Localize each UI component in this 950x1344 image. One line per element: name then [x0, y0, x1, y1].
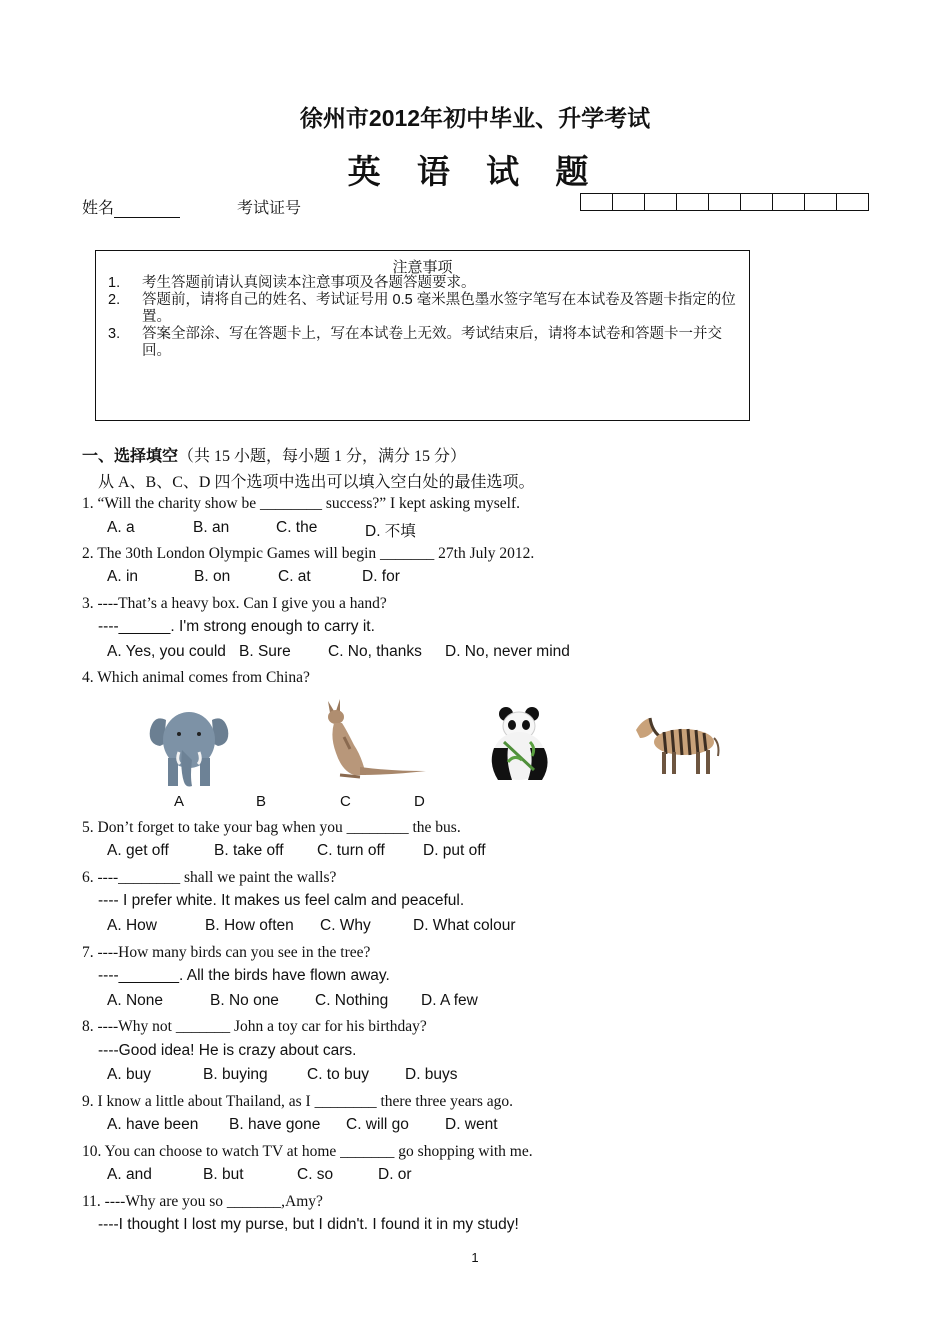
q5-option-c[interactable]: C. turn off	[317, 842, 385, 859]
q9-option-d[interactable]: D. went	[445, 1116, 498, 1133]
q3-option-d[interactable]: D. No, never mind	[445, 643, 570, 660]
q1-option-c[interactable]: C. the	[276, 519, 318, 536]
q6-option-b[interactable]: B. How often	[205, 917, 294, 934]
section-title: 一、选择填空	[82, 448, 179, 465]
question-8-stem: 8. ----Why not _______ John a toy car for his birthday?	[82, 1018, 427, 1035]
q2-option-d[interactable]: D. for	[362, 568, 400, 585]
id-digit-box[interactable]	[645, 194, 677, 210]
page-number: 1	[471, 1250, 479, 1265]
q10-option-d[interactable]: D. or	[378, 1166, 412, 1183]
q7-option-b[interactable]: B. No one	[210, 992, 279, 1009]
id-digit-box[interactable]	[581, 194, 613, 210]
q7-option-a[interactable]: A. None	[107, 992, 164, 1009]
q6-option-d[interactable]: D. What colour	[413, 917, 516, 934]
q1-option-d[interactable]: D. 不填	[365, 523, 416, 540]
q2-option-b[interactable]: B. on	[194, 568, 231, 585]
question-4-stem: 4. Which animal comes from China?	[82, 669, 310, 686]
subject-title: 英 语 试 题	[347, 155, 603, 191]
q10-option-b[interactable]: B. but	[203, 1166, 244, 1183]
name-field[interactable]	[82, 195, 180, 218]
question-6-line2: ---- I prefer white. It makes us feel calm and peaceful.	[98, 892, 465, 909]
id-digit-box[interactable]	[741, 194, 773, 210]
id-digit-box[interactable]	[805, 194, 837, 210]
q3-option-b[interactable]: B. Sure	[239, 643, 291, 660]
q8-option-a[interactable]: A. buy	[107, 1066, 151, 1083]
name-label: 姓名	[82, 200, 115, 217]
q2-option-a[interactable]: A. in	[107, 568, 139, 585]
question-11-line2: ----I thought I lost my purse, but I didn't. I found it in my study!	[98, 1216, 519, 1233]
q1-option-b[interactable]: B. an	[193, 519, 230, 536]
question-10-stem: 10. You can choose to watch TV at home _______ go shopping with me.	[82, 1143, 533, 1160]
q5-option-b[interactable]: B. take off	[214, 842, 284, 859]
question-3-line2: ----______. I'm strong enough to carry it.	[98, 618, 375, 635]
exam-title: 徐州市2012年初中毕业、升学考试	[299, 105, 651, 131]
id-digit-box[interactable]	[677, 194, 709, 210]
q10-option-c[interactable]: C. so	[297, 1166, 334, 1183]
q10-option-a[interactable]: A. and	[107, 1166, 152, 1183]
q2-option-c[interactable]: C. at	[278, 568, 311, 585]
q8-option-b[interactable]: B. buying	[203, 1066, 268, 1083]
q4-option-a[interactable]: A	[174, 793, 185, 810]
q9-option-b[interactable]: B. have gone	[229, 1116, 321, 1133]
q5-option-a[interactable]: A. get off	[107, 842, 169, 859]
exam-id-boxes[interactable]	[580, 193, 869, 211]
q9-option-a[interactable]: A. have been	[107, 1116, 199, 1133]
kangaroo-image	[320, 697, 430, 781]
id-digit-box[interactable]	[709, 194, 741, 210]
id-digit-box[interactable]	[837, 194, 868, 210]
notice-box: 注意事项 1. 考生答题前请认真阅读本注意事项及各题答题要求。 2. 答题前，请将自己的姓名、考试证号用 0.5 毫米黑色墨水签字笔写在本试卷及答题卡指定的位置。 3. 答案全部涂、写在答题卡上，写在本试卷上无效。考试结束后，请将本试卷和答题卡一并交回。	[95, 250, 750, 421]
q6-option-a[interactable]: A. How	[107, 917, 157, 934]
exam-id-label: 考试证号	[237, 200, 302, 217]
section-heading	[82, 443, 466, 466]
question-3-stem: 3. ----That’s a heavy box. Can I give you a hand?	[82, 595, 387, 612]
q7-option-c[interactable]: C. Nothing	[315, 992, 389, 1009]
panda-image	[484, 704, 556, 784]
id-digit-box[interactable]	[613, 194, 645, 210]
q9-option-c[interactable]: C. will go	[346, 1116, 409, 1133]
question-1-stem: 1. “Will the charity show be ________ success?” I kept asking myself.	[82, 495, 521, 512]
q4-option-c[interactable]: C	[340, 793, 351, 810]
section-instruction: 从 A、B、C、D 四个选项中选出可以填入空白处的最佳选项。	[98, 474, 535, 491]
q8-option-d[interactable]: D. buys	[405, 1066, 458, 1083]
section-desc: （共 15 小题，每小题 1 分，满分 15 分）	[178, 448, 467, 465]
question-7-stem: 7. ----How many birds can you see in the tree?	[82, 944, 371, 961]
question-6-stem: 6. ----________ shall we paint the walls?	[82, 869, 337, 886]
id-digit-box[interactable]	[773, 194, 805, 210]
q4-option-b[interactable]: B	[256, 793, 267, 810]
elephant-image	[146, 700, 232, 792]
q7-option-d[interactable]: D. A few	[421, 992, 478, 1009]
question-7-line2: ----_______. All the birds have flown away.	[98, 967, 390, 984]
q4-option-d[interactable]: D	[414, 793, 425, 810]
question-9-stem: 9. I know a little about Thailand, as I ________ there three years ago.	[82, 1093, 514, 1110]
q3-option-a[interactable]: A. Yes, you could	[107, 643, 226, 660]
question-2-stem: 2. The 30th London Olympic Games will begin _______ 27th July 2012.	[82, 545, 535, 562]
q1-option-a[interactable]: A. a	[107, 519, 135, 536]
question-8-line2: ----Good idea! He is crazy about cars.	[98, 1042, 357, 1059]
q5-option-d[interactable]: D. put off	[423, 842, 486, 859]
q3-option-c[interactable]: C. No, thanks	[328, 643, 422, 660]
q8-option-c[interactable]: C. to buy	[307, 1066, 370, 1083]
name-blank[interactable]	[114, 203, 180, 218]
question-11-stem: 11. ----Why are you so _______,Amy?	[82, 1193, 323, 1210]
q6-option-c[interactable]: C. Why	[320, 917, 371, 934]
question-5-stem: 5. Don’t forget to take your bag when you ________ the bus.	[82, 819, 461, 836]
notice-title: 注意事项	[392, 259, 453, 276]
zebra-image	[632, 708, 722, 778]
